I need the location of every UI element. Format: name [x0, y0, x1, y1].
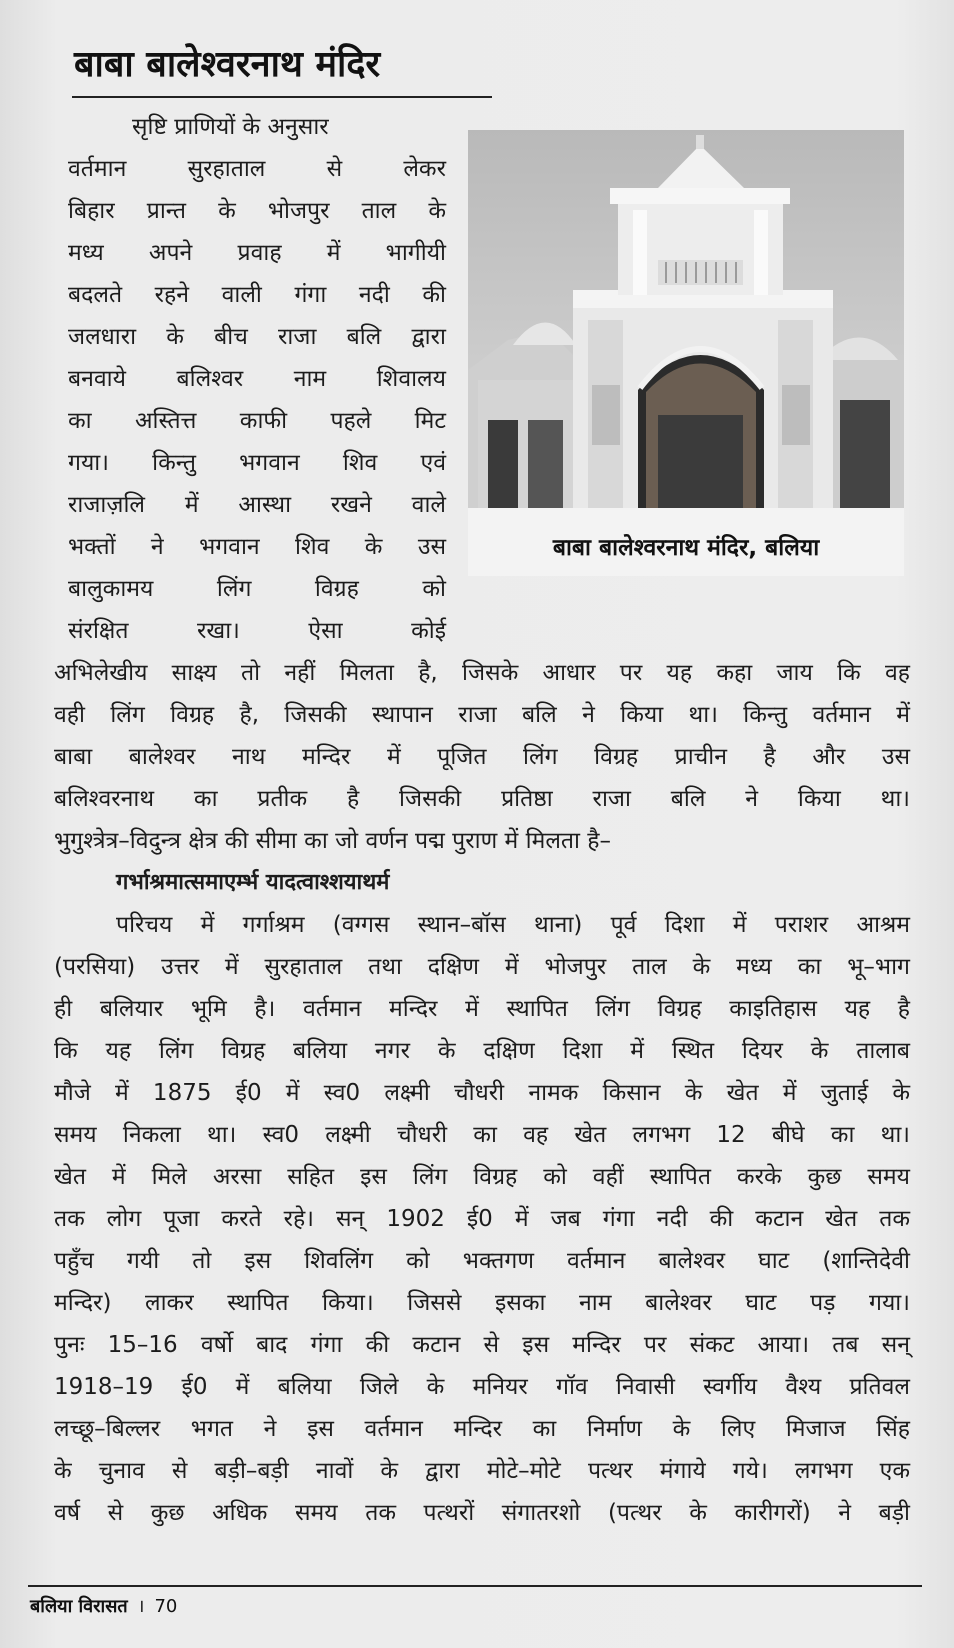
text-line: बालुकामय लिंग विग्रह को — [68, 576, 446, 602]
title-underline — [72, 96, 492, 98]
page-number: 70 — [154, 1596, 178, 1617]
text-line: मौजे में 1875 ई0 में स्व0 लक्ष्मी चौधरी नामक किसान के खेत में जुताई के — [54, 1080, 910, 1106]
footer-separator: । — [137, 1596, 145, 1617]
text-line: मन्दिर) लाकर स्थापित किया। जिससे इसका नाम बालेश्वर घाट पड़ गया। — [54, 1290, 910, 1316]
text-line: अभिलेखीय साक्ष्य तो नहीं मिलता है, जिसके आधार पर यह कहा जाय कि वह — [54, 660, 910, 686]
text-line: मध्य अपने प्रवाह में भागीयी — [68, 240, 446, 266]
text-line: बाबा बालेश्वर नाथ मन्दिर में पूजित लिंग विग्रह प्राचीन है और उस — [54, 744, 910, 770]
text-line: ही बलियार भूमि है। वर्तमान मन्दिर में स्थापित लिंग विग्रह काइतिहास यह है — [54, 996, 910, 1022]
footer-rule — [28, 1585, 922, 1587]
publication-name: बलिया विरासत — [30, 1596, 128, 1617]
text-line: खेत में मिले अरसा सहित इस लिंग विग्रह को वहीं स्थापित करके कुछ समय — [54, 1164, 910, 1190]
figure-caption: बाबा बालेश्वरनाथ मंदिर, बलिया — [552, 535, 820, 561]
text-line: बनवाये बलिश्वर नाम शिवालय — [68, 366, 446, 392]
text-line: कि यह लिंग विग्रह बलिया नगर के दक्षिण दिशा में स्थित दियर के तालाब — [54, 1038, 910, 1064]
text-line: समय निकला था। स्व0 लक्ष्मी चौधरी का वह खेत लगभग 12 बीघे का था। — [54, 1122, 910, 1148]
page-footer — [30, 1594, 177, 1618]
text-line: बलिश्वरनाथ का प्रतीक है जिसकी प्रतिष्ठा राजा बलि ने किया था। — [54, 786, 910, 812]
sanskrit-verse: गर्भाश्रमात्समाएर्म्भ यादत्वाश्शयाथर्म — [116, 870, 390, 895]
text-line: वर्ष से कुछ अधिक समय तक पत्थरों संगातरशो (पत्थर के कारीगरों) ने बड़ी — [54, 1500, 910, 1526]
text-line: गया। किन्तु भगवान शिव एवं — [68, 450, 446, 476]
text-line: भुगुश्त्रेत्र–विदुन्त्र क्षेत्र की सीमा का जो वर्णन पद्म पुराण में मिलता है– — [54, 828, 612, 854]
text-line: तक लोग पूजा करते रहे। सन् 1902 ई0 में जब गंगा नदी की कटान खेत तक — [54, 1206, 910, 1232]
text-line: पहुँच गयी तो इस शिवलिंग को भक्तगण वर्तमान बालेश्वर घाट (शान्तिदेवी — [54, 1248, 910, 1274]
text-line: संरक्षित रखा। ऐसा कोई — [68, 618, 446, 644]
text-line: पुनः 15–16 वर्षो बाद गंगा की कटान से इस मन्दिर पर संकट आया। तब सन् — [54, 1332, 910, 1358]
text-line: 1918–19 ई0 में बलिया जिले के मनियर गॉव निवासी स्वर्गीय वैश्य प्रतिवल — [54, 1374, 910, 1400]
page-title: बाबा बालेश्वरनाथ मंदिर — [74, 44, 381, 85]
text-line: जलधारा के बीच राजा बलि द्वारा — [68, 324, 446, 350]
temple-figure — [468, 130, 904, 576]
text-line: परिचय में गर्गाश्रम (वग्गस स्थान–बॉस थाना) पूर्व दिशा में पराशर आश्रम — [116, 912, 910, 938]
text-line: वर्तमान सुरहाताल से लेकर — [68, 156, 446, 182]
text-line: बदलते रहने वाली गंगा नदी की — [68, 282, 446, 308]
text-line: वही लिंग विग्रह है, जिसकी स्थापान राजा बलि ने किया था। किन्तु वर्तमान में — [54, 702, 910, 728]
text-line: बिहार प्रान्त के भोजपुर ताल के — [68, 198, 446, 224]
text-line: लच्छू–बिल्लर भगत ने इस वर्तमान मन्दिर का निर्माण के लिए मिजाज सिंह — [54, 1416, 910, 1442]
text-line: राजाज़लि में आस्था रखने वाले — [68, 492, 446, 518]
text-line: (परसिया) उत्तर में सुरहाताल तथा दक्षिण में भोजपुर ताल के मध्य का भू–भाग — [54, 954, 910, 980]
temple-photo — [468, 130, 904, 508]
text-line: के चुनाव से बड़ी–बड़ी नावों के द्वारा मोटे–मोटे पत्थर मंगाये गये। लगभग एक — [54, 1458, 910, 1484]
text-line: का अस्तित्त काफी पहले मिट — [68, 408, 446, 434]
text-line: भक्तों ने भगवान शिव के उस — [68, 534, 446, 560]
text-line: सृष्टि प्राणियों के अनुसार — [132, 114, 329, 140]
